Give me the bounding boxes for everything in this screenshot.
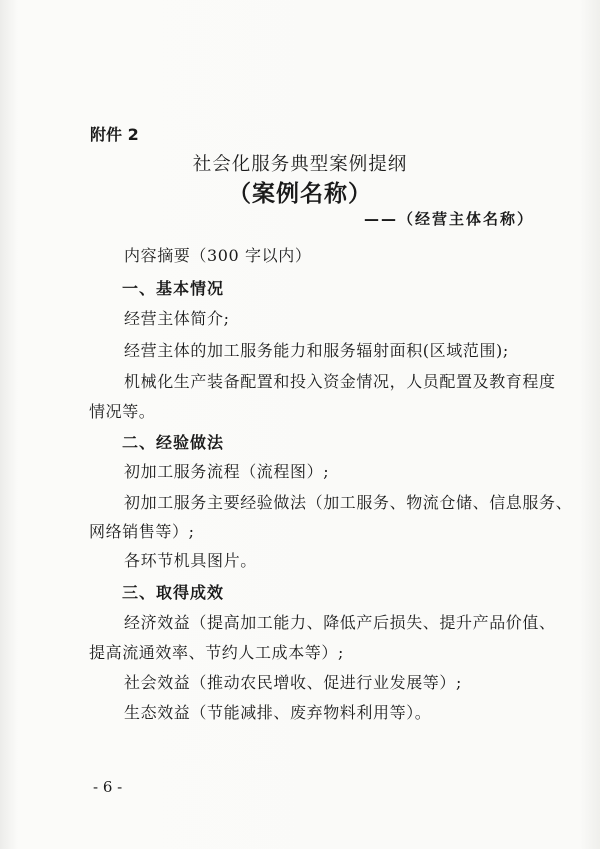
section-item: 生态效益（节能减排、废弃物料利用等）。 xyxy=(124,703,432,722)
section-item: 情况等。 xyxy=(89,402,156,421)
business-entity-line: ——（经营主体名称） xyxy=(363,210,534,228)
section-item: 各环节机具图片。 xyxy=(124,551,257,570)
section-item: 经营主体的加工服务能力和服务辐射面积(区域范围); xyxy=(124,341,509,360)
document-title: 社会化服务典型案例提纲 xyxy=(192,154,408,175)
section-item: 网络销售等）; xyxy=(89,522,195,541)
section-heading-results: 三、取得成效 xyxy=(122,583,225,602)
section-item: 提高流通效率、节约人工成本等）; xyxy=(89,643,344,662)
section-heading-basic: 一、基本情况 xyxy=(122,279,225,298)
section-item: 经济效益（提高加工能力、降低产后损失、提升产品价值、 xyxy=(124,613,556,632)
abstract-line: 内容摘要（300 字以内） xyxy=(124,246,312,265)
page-number: - 6 - xyxy=(93,778,123,796)
section-item: 社会效益（推动农民增收、促进行业发展等）; xyxy=(124,673,462,692)
section-item: 机械化生产装备配置和投入资金情况，人员配置及教育程度 xyxy=(124,372,556,391)
section-item: 经营主体简介; xyxy=(124,309,230,328)
case-name-placeholder: （案例名称） xyxy=(228,181,372,207)
attachment-label: 附件 2 xyxy=(90,125,139,144)
section-item: 初加工服务主要经验做法（加工服务、物流仓储、信息服务、 xyxy=(124,493,573,512)
section-item: 初加工服务流程（流程图）; xyxy=(124,462,330,481)
section-heading-experience: 二、经验做法 xyxy=(122,433,225,452)
